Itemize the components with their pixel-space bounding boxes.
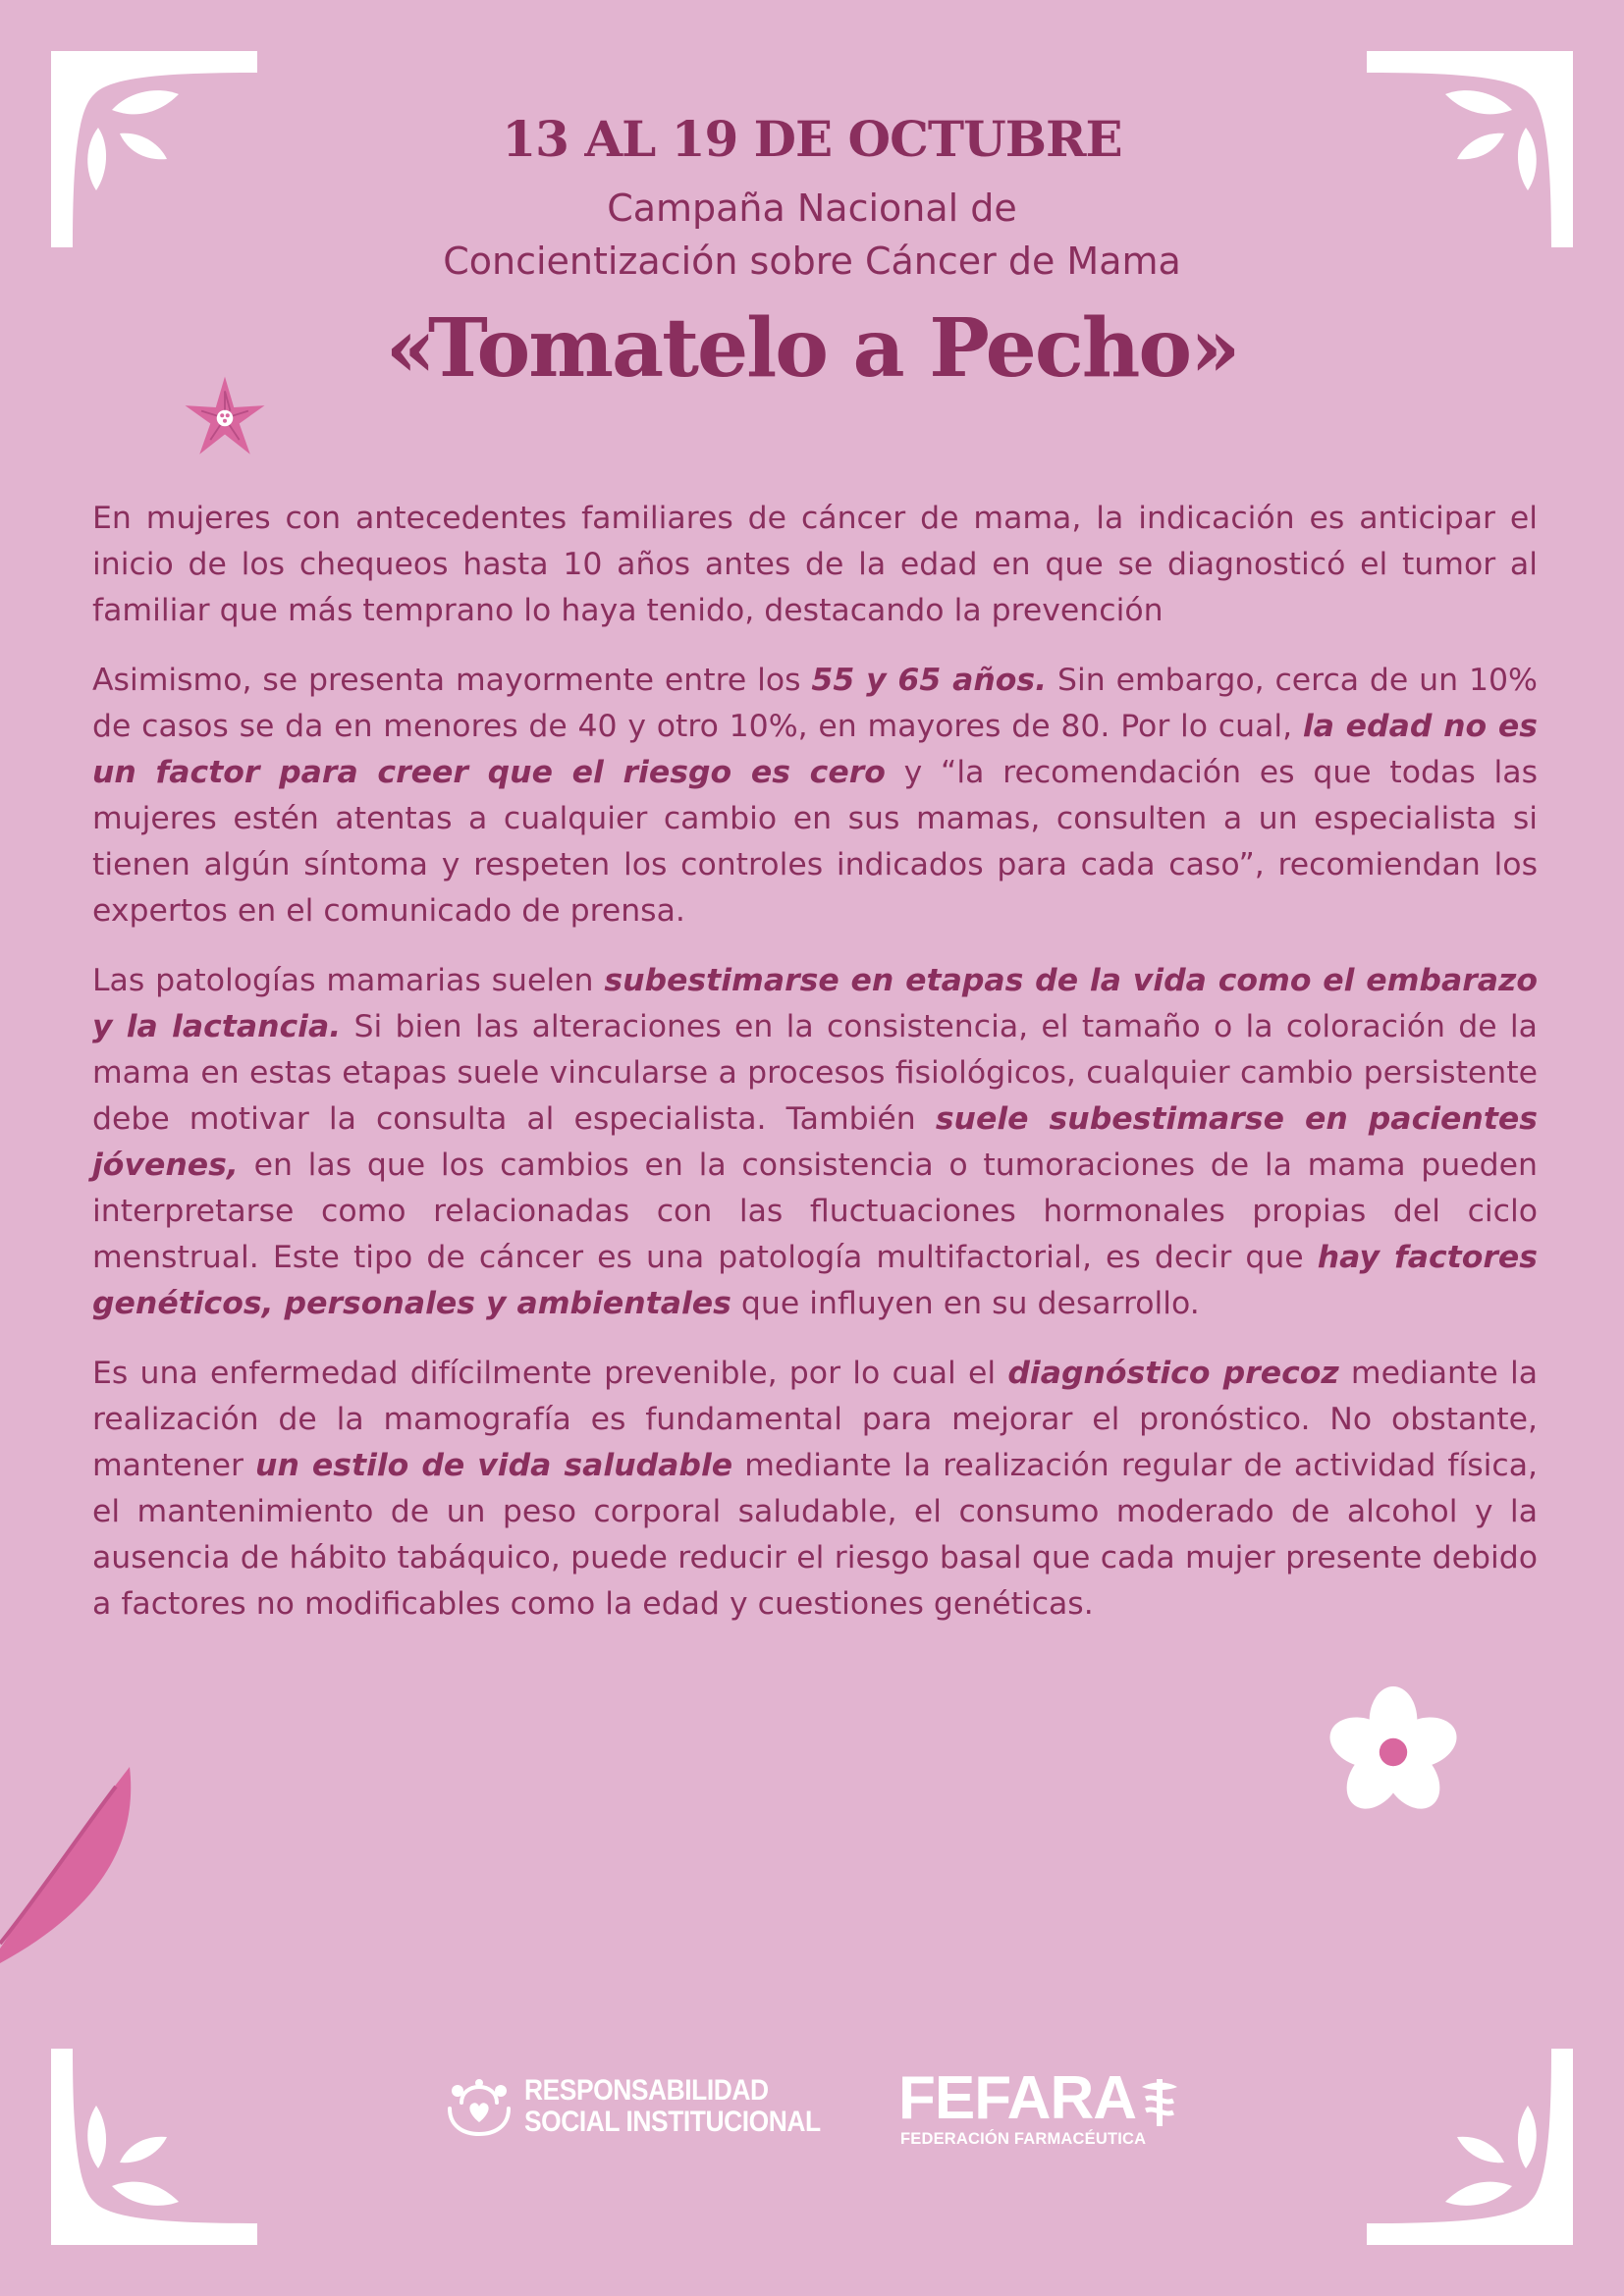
campaign-title xyxy=(0,182,1624,288)
paragraph-4 xyxy=(92,1351,1538,1628)
paragraph-1 xyxy=(92,496,1538,634)
campaign-title-line1: Campaña Nacional de xyxy=(607,187,1017,230)
emphasis-text: diagnóstico precoz xyxy=(1007,1356,1339,1391)
slogan: «Tomatelo a Pecho» xyxy=(385,301,1239,396)
campaign-date: 13 AL 19 DE OCTUBRE xyxy=(502,110,1122,168)
rsi-text xyxy=(524,2075,821,2138)
paragraph-3 xyxy=(92,958,1538,1327)
body-text-segment: y “la recomendación es que todas las mujeres estén atentas a cualquier cambio en sus mamas, consulten a un especialista si tienen algún síntoma y respeten los controles indicados para cada caso”, recomiendan los expertos en el comunicado de prensa. xyxy=(92,755,1538,929)
body-text-segment: Asimismo, se presenta mayormente entre los xyxy=(92,663,812,698)
article-body xyxy=(92,496,1538,1651)
campaign-title-line2: Concientización sobre Cáncer de Mama xyxy=(443,240,1181,283)
emphasis-text: 55 y 65 años. xyxy=(811,663,1048,698)
rsi-line2: SOCIAL INSTITUCIONAL xyxy=(524,2106,821,2138)
body-text-segment: Sin embargo, cerca de un 10% de casos se da en menores de 40 y otro 10%, en mayores de 80. Por lo cual, xyxy=(92,663,1538,744)
footer xyxy=(0,2064,1624,2152)
emphasis-text: suele subestimarse en pacientes jóvenes, xyxy=(92,1101,1538,1183)
paragraph-2 xyxy=(92,658,1538,934)
body-text-segment: Las patologías mamarias suelen xyxy=(92,963,605,998)
fefara-subtitle: FEDERACIÓN FARMACÉUTICA xyxy=(900,2130,1147,2148)
rsi-line1: RESPONSABILIDAD xyxy=(524,2074,769,2107)
emphasis-text: la edad no es un factor para creer que el riesgo es cero xyxy=(92,709,1538,790)
body-text-segment: En mujeres con antecedentes familiares de cáncer de mama, la indicación es anticipar el inicio de los chequeos hasta 10 años antes de la edad en que se diagnosticó el tumor al familiar que más temprano lo haya tenido, destacando la prevención xyxy=(92,501,1538,628)
body-text-segment: mediante la realización de la mamografía es fundamental para mejorar el pronóstico. No obstante, mantener xyxy=(92,1356,1539,1483)
body-text-segment: Es una enfermedad difícilmente prevenible, por lo cual el xyxy=(92,1356,1008,1391)
header xyxy=(0,110,1624,396)
fefara-name: FEFARA xyxy=(898,2064,1136,2132)
emphasis-text: un estilo de vida saludable xyxy=(255,1448,733,1483)
emphasis-text: subestimarse en etapas de la vida como el embarazo y la lactancia. xyxy=(92,963,1538,1044)
emphasis-text: hay factores genéticos, personales y ambientales xyxy=(92,1240,1538,1321)
body-text-segment: que influyen en su desarrollo. xyxy=(731,1286,1200,1321)
fefara-logo xyxy=(898,2064,1193,2152)
body-text-segment: en las que los cambios en la consistencia o tumoraciones de la mama pueden interpretarse como relacionadas con las fluctuaciones hormonales propias del ciclo menstrual. Este tipo de cáncer es una patología multifactorial, es decir que xyxy=(92,1148,1538,1275)
pink-leaf-icon xyxy=(0,1757,137,1963)
fefara-caduceus-icon xyxy=(1136,2077,1183,2130)
body-text-segment: mediante la realización regular de actividad física, el mantenimiento de un peso corporal saludable, el consumo moderado de alcohol y la ausencia de hábito tabáquico, puede reducir el riesgo basal que cada mujer presente debido a factores no modificables como la edad y cuestiones genéticas. xyxy=(92,1448,1539,1622)
rsi-logo xyxy=(442,2073,844,2142)
white-flower-icon xyxy=(1324,1682,1463,1822)
pink-star-flower-icon xyxy=(180,373,270,463)
rsi-hands-heart-icon xyxy=(442,2079,516,2138)
body-text-segment: Si bien las alteraciones en la consistencia, el tamaño o la coloración de la mama en estas etapas suele vincularse a procesos fisiológicos, cualquier cambio persistente debe motivar la consulta al especialista. También xyxy=(92,1009,1538,1137)
